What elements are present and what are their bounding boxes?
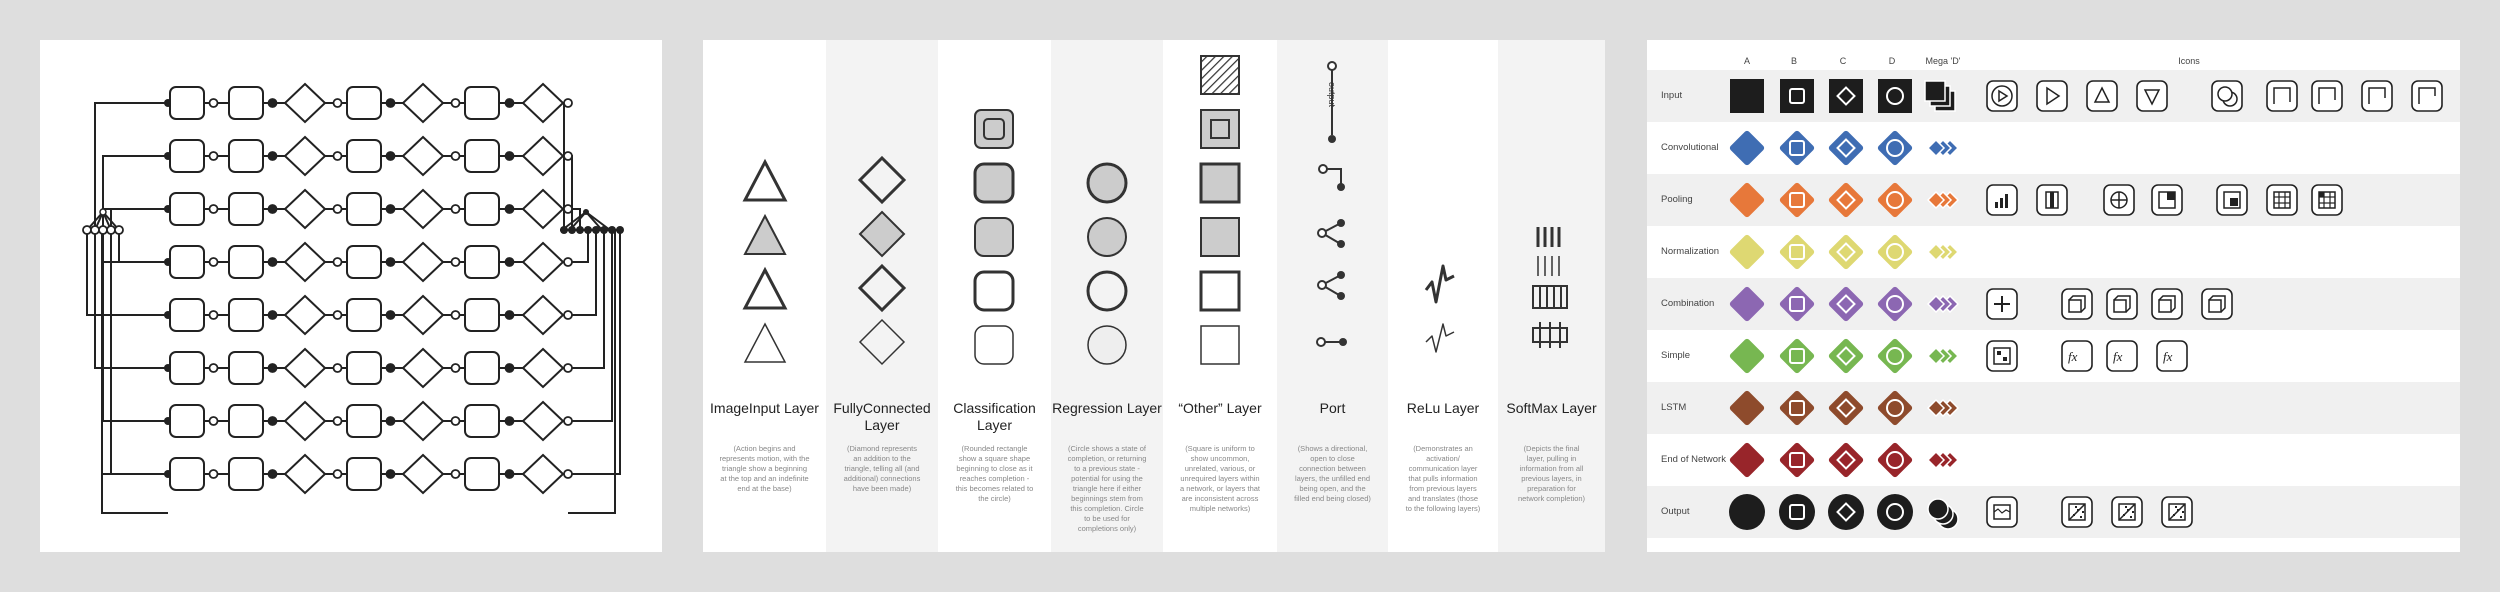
noise-glyph (2123, 514, 2125, 516)
table-shape-c (1828, 442, 1865, 479)
network-node-diamond (523, 349, 563, 387)
grid-dark-icon (2312, 185, 2342, 215)
network-node-diamond (403, 296, 443, 334)
network-port-dot (506, 470, 514, 478)
network-port-dot (387, 99, 395, 107)
legend-col-imageinput (703, 40, 826, 552)
table-shape-d (1877, 338, 1914, 375)
noise-glyph (2125, 506, 2127, 508)
network-port-dot (452, 364, 460, 372)
network-node-rounded-rect (347, 140, 381, 172)
table-shape-a (1729, 286, 1766, 323)
network-port-dot (608, 226, 616, 234)
table-shape-a (1730, 79, 1764, 113)
row-label: LSTM (1661, 402, 1687, 413)
network-port-dot (115, 226, 123, 234)
legend-col-classification (938, 40, 1051, 552)
grid-glyph (2319, 192, 2324, 197)
mega-d-shape (1928, 499, 1948, 519)
column-header-b: B (1790, 56, 1797, 66)
network-node-rounded-rect (229, 458, 263, 490)
layer-title: Classification Layer (953, 400, 1036, 433)
network-port-dot (564, 258, 572, 266)
network-port-dot (269, 364, 277, 372)
network-port-dot (334, 99, 342, 107)
network-port-dot (334, 470, 342, 478)
bar-glyph (1995, 202, 1998, 208)
network-port-dot (387, 470, 395, 478)
network-node-rounded-rect (465, 352, 499, 384)
column-header-mega-d: Mega 'D' (1925, 56, 1961, 66)
network-port-dot (452, 152, 460, 160)
noise-glyph (2080, 516, 2082, 518)
network-port-dot (210, 364, 218, 372)
network-port-dot (564, 152, 572, 160)
noise-glyph (2177, 509, 2179, 511)
network-port-dot (452, 311, 460, 319)
network-node-rounded-rect (465, 458, 499, 490)
network-node-diamond (523, 137, 563, 175)
noise-glyph (2182, 511, 2184, 513)
network-node-rounded-rect (229, 405, 263, 437)
table-shape-d (1877, 234, 1914, 271)
cube-icon (2202, 289, 2232, 319)
network-node-rounded-rect (347, 246, 381, 278)
table-shape-c (1828, 390, 1865, 427)
table-shape-a (1729, 338, 1766, 375)
network-node-diamond (285, 455, 325, 493)
network-port-dot (564, 205, 572, 213)
network-node-rounded-rect (465, 405, 499, 437)
step-icon (2362, 81, 2392, 111)
network-node-diamond (403, 190, 443, 228)
network-port-dot (576, 226, 584, 234)
network-node-rounded-rect (347, 87, 381, 119)
table-shape-b (1779, 130, 1816, 167)
network-node-rounded-rect (170, 193, 204, 225)
network-port-dot (99, 226, 107, 234)
network-port-dot (506, 258, 514, 266)
table-shape-a (1729, 494, 1765, 530)
layer-title: Port (1319, 400, 1346, 416)
layer-title: ImageInput Layer (710, 400, 819, 416)
network-port-dot (334, 258, 342, 266)
table-shape-c (1828, 182, 1865, 219)
shape-table-panel (1647, 40, 2460, 552)
row-label: Convolutional (1661, 142, 1719, 153)
network-port-dot (387, 205, 395, 213)
table-shape-b (1780, 79, 1814, 113)
network-port-dot (269, 311, 277, 319)
row-label: End of Network (1661, 454, 1726, 465)
layer-title: Regression Layer (1052, 400, 1162, 416)
network-node-rounded-rect (347, 352, 381, 384)
dots-glyph (2003, 357, 2007, 361)
triangle-up-icon (2087, 81, 2117, 111)
network-port-dot (564, 311, 572, 319)
square-icon (1163, 40, 1277, 380)
network-port-dot (592, 226, 600, 234)
network-node-rounded-rect (347, 193, 381, 225)
network-node-diamond (403, 84, 443, 122)
network-port-dot (269, 470, 277, 478)
network-diagram (40, 40, 662, 552)
network-node-rounded-rect (465, 299, 499, 331)
table-shape-c (1828, 286, 1865, 323)
fx-glyph: fx (2068, 349, 2078, 364)
network-node-rounded-rect (170, 458, 204, 490)
network-port-dot (560, 226, 568, 234)
layer-description: (Demonstrates an activation/ communication layer that pulls information from previous layers and translates (those to the following layers) (1405, 444, 1481, 513)
network-node-rounded-rect (465, 140, 499, 172)
row-label: Input (1661, 90, 1683, 101)
row-label: Combination (1661, 298, 1715, 309)
network-port-dot (387, 364, 395, 372)
layer-title: FullyConnected Layer (833, 400, 931, 433)
network-node-diamond (523, 84, 563, 122)
network-node-rounded-rect (229, 246, 263, 278)
table-shape-a (1729, 130, 1766, 167)
fx-glyph: fx (2163, 349, 2173, 364)
network-node-rounded-rect (170, 140, 204, 172)
network-node-rounded-rect (229, 299, 263, 331)
network-node-rounded-rect (229, 352, 263, 384)
network-node-diamond (285, 190, 325, 228)
cube-icon (2062, 289, 2092, 319)
noise-glyph (2127, 509, 2129, 511)
bar-glyph (2005, 194, 2008, 208)
step-icon (2412, 81, 2442, 111)
table-shape-d (1878, 79, 1912, 113)
network-port-dot (564, 470, 572, 478)
fx-glyph: fx (2113, 349, 2123, 364)
network-port-dot (564, 417, 572, 425)
network-node-rounded-rect (229, 140, 263, 172)
network-port-dot (600, 226, 608, 234)
noise-glyph (2132, 511, 2134, 513)
layer-title: “Other” Layer (1178, 400, 1262, 416)
network-port-dot (564, 99, 572, 107)
layer-description: (Circle shows a state of completion, or returning to a previous state - potential for using the triangle here if either beginnings stem from this completion. Circle to be used for completions only) (1067, 444, 1147, 533)
layer-legend-panel (703, 40, 1605, 552)
circle-icon (1051, 40, 1163, 380)
noise-glyph (2180, 516, 2182, 518)
network-port-dot (210, 311, 218, 319)
play-outline-icon (2037, 81, 2067, 111)
shape-table (1647, 40, 2460, 552)
network-node-diamond (285, 349, 325, 387)
network-node-diamond (523, 190, 563, 228)
softmax-icon (1498, 40, 1605, 380)
page-glyph (2050, 192, 2054, 208)
network-node-diamond (285, 137, 325, 175)
network-node-rounded-rect (229, 193, 263, 225)
noise-glyph (2077, 509, 2079, 511)
network-node-diamond (285, 243, 325, 281)
network-port-dot (269, 258, 277, 266)
network-node-diamond (285, 84, 325, 122)
network-port-dot (269, 152, 277, 160)
table-shape-a (1729, 234, 1766, 271)
layer-description: (Square is uniform to show uncommon, unrelated, various, or unrequired layers within a network, or layers that are inconsistent across multiple networks) (1179, 444, 1261, 513)
network-port-dot (210, 258, 218, 266)
network-node-diamond (523, 243, 563, 281)
inset-glyph (2230, 198, 2238, 206)
table-shape-b (1779, 182, 1816, 219)
network-port-dot (452, 99, 460, 107)
network-port-dot (506, 364, 514, 372)
network-node-rounded-rect (170, 299, 204, 331)
network-port-dot (452, 258, 460, 266)
table-shape-c (1828, 130, 1865, 167)
triangle-icon (703, 40, 826, 380)
network-port-dot (616, 226, 624, 234)
network-port-dot (452, 205, 460, 213)
legend-col-other (1163, 40, 1277, 552)
network-port-dot (506, 152, 514, 160)
column-header-d: D (1888, 56, 1896, 66)
relu-icon (1388, 40, 1498, 380)
network-node-diamond (523, 455, 563, 493)
cube-icon (2152, 289, 2182, 319)
row-label: Simple (1661, 350, 1691, 361)
noise-glyph (2173, 514, 2175, 516)
noise-glyph (2082, 511, 2084, 513)
network-port-dot (584, 226, 592, 234)
table-shape-a (1729, 442, 1766, 479)
table-shape-b (1779, 338, 1816, 375)
network-port-dot (387, 152, 395, 160)
network-port-dot (334, 311, 342, 319)
network-port-dot (506, 99, 514, 107)
port-output-label: output (1327, 82, 1337, 108)
network-node-rounded-rect (170, 405, 204, 437)
layer-description: (Depicts the final layer, pulling in information from all previous layers, in preparation for network completion) (1517, 444, 1586, 503)
network-port-dot (210, 417, 218, 425)
network-node-rounded-rect (347, 299, 381, 331)
table-shape-d (1877, 390, 1914, 427)
network-port-dot (91, 226, 99, 234)
network-node-rounded-rect (465, 87, 499, 119)
mega-d-shape (1925, 81, 1945, 101)
layer-description: (Rounded rectangle show a square shape beginning to close as it reaches completion - this becomes related to the circle) (955, 444, 1034, 503)
column-header-icons: Icons (2178, 56, 2200, 66)
network-node-rounded-rect (229, 87, 263, 119)
port-icon (1277, 40, 1388, 380)
network-node-diamond (403, 349, 443, 387)
network-node-diamond (523, 296, 563, 334)
network-node-diamond (403, 243, 443, 281)
layer-title: ReLu Layer (1406, 400, 1480, 416)
network-node-rounded-rect (170, 87, 204, 119)
network-port-dot (387, 311, 395, 319)
table-shape-b (1779, 234, 1816, 271)
table-shape-c (1828, 494, 1864, 530)
network-node-rounded-rect (170, 352, 204, 384)
noise-glyph (2075, 506, 2077, 508)
legend-col-softmax (1498, 40, 1605, 552)
network-node-rounded-rect (170, 246, 204, 278)
network-port-dot (210, 152, 218, 160)
network-port-dot (210, 99, 218, 107)
network-port-dot (506, 205, 514, 213)
step-icon (2312, 81, 2342, 111)
row-label: Output (1661, 506, 1690, 517)
rounded-square-icon (938, 40, 1051, 380)
network-port-dot (506, 311, 514, 319)
network-port-dot (334, 152, 342, 160)
triangle-down-icon (2137, 81, 2167, 111)
network-node-rounded-rect (465, 193, 499, 225)
network-port-dot (100, 209, 106, 215)
network-port-dot (83, 226, 91, 234)
noise-glyph (2175, 506, 2177, 508)
network-node-diamond (285, 296, 325, 334)
network-port-dot (334, 364, 342, 372)
network-node-diamond (403, 402, 443, 440)
layer-description: (Shows a directional, open to close connection between layers, the unfilled end being open, and the filled end being closed) (1294, 444, 1371, 503)
table-shape-d (1877, 494, 1913, 530)
network-port-dot (506, 417, 514, 425)
network-node-diamond (403, 455, 443, 493)
network-port-dot (269, 417, 277, 425)
network-port-dot (452, 417, 460, 425)
dots-icon (1987, 341, 2017, 371)
bar-glyph (2000, 198, 2003, 208)
legend-col-port (1277, 40, 1388, 552)
network-port-dot (334, 205, 342, 213)
table-shape-a (1729, 390, 1766, 427)
legend-col-relu (1388, 40, 1498, 552)
network-port-dot (269, 205, 277, 213)
table-shape-d (1877, 130, 1914, 167)
step-icon (2267, 81, 2297, 111)
layers-glyph (2218, 87, 2232, 101)
table-shape-c (1828, 234, 1865, 271)
table-shape-b (1779, 390, 1816, 427)
legend-col-fullyconnected (826, 40, 938, 552)
noise-glyph (2130, 516, 2132, 518)
table-shape-d (1877, 286, 1914, 323)
network-node-diamond (285, 402, 325, 440)
table-shape-b (1779, 494, 1815, 530)
half-glyph (2167, 192, 2175, 200)
noise-glyph (2073, 514, 2075, 516)
network-port-dot (564, 364, 572, 372)
table-shape-d (1877, 442, 1914, 479)
network-port-dot (568, 226, 576, 234)
network-node-rounded-rect (347, 405, 381, 437)
network-port-dot (210, 470, 218, 478)
table-shape-b (1779, 286, 1816, 323)
network-port-dot (583, 209, 589, 215)
network-port-dot (210, 205, 218, 213)
network-node-rounded-rect (347, 458, 381, 490)
network-port-dot (107, 226, 115, 234)
network-node-rounded-rect (465, 246, 499, 278)
dots-glyph (1997, 351, 2001, 355)
network-node-diamond (523, 402, 563, 440)
grid-icon (2267, 185, 2297, 215)
layer-description: (Diamond represents an addition to the triangle, telling all (and additional) connections have been made) (843, 444, 921, 493)
table-shape-c (1828, 338, 1865, 375)
column-header-c: C (1839, 56, 1847, 66)
layer-title: SoftMax Layer (1506, 400, 1597, 416)
network-node-diamond (403, 137, 443, 175)
network-port-dot (334, 417, 342, 425)
network-port-dot (387, 417, 395, 425)
table-shape-d (1877, 182, 1914, 219)
cube-icon (2107, 289, 2137, 319)
network-port-dot (387, 258, 395, 266)
table-shape-b (1779, 442, 1816, 479)
row-label: Normalization (1661, 246, 1720, 257)
table-shape-c (1829, 79, 1863, 113)
table-shape-a (1729, 182, 1766, 219)
network-diagram-panel (40, 40, 662, 552)
layer-description: (Action begins and represents motion, with the triangle show a beginning at the top and an indefinite end at the base) (719, 444, 810, 493)
row-label: Pooling (1661, 194, 1693, 205)
network-port-dot (269, 99, 277, 107)
wave-icon (1987, 497, 2017, 527)
diamond-icon (826, 40, 938, 380)
column-header-a: A (1743, 56, 1750, 66)
network-port-dot (452, 470, 460, 478)
legend-col-regression (1051, 40, 1163, 552)
